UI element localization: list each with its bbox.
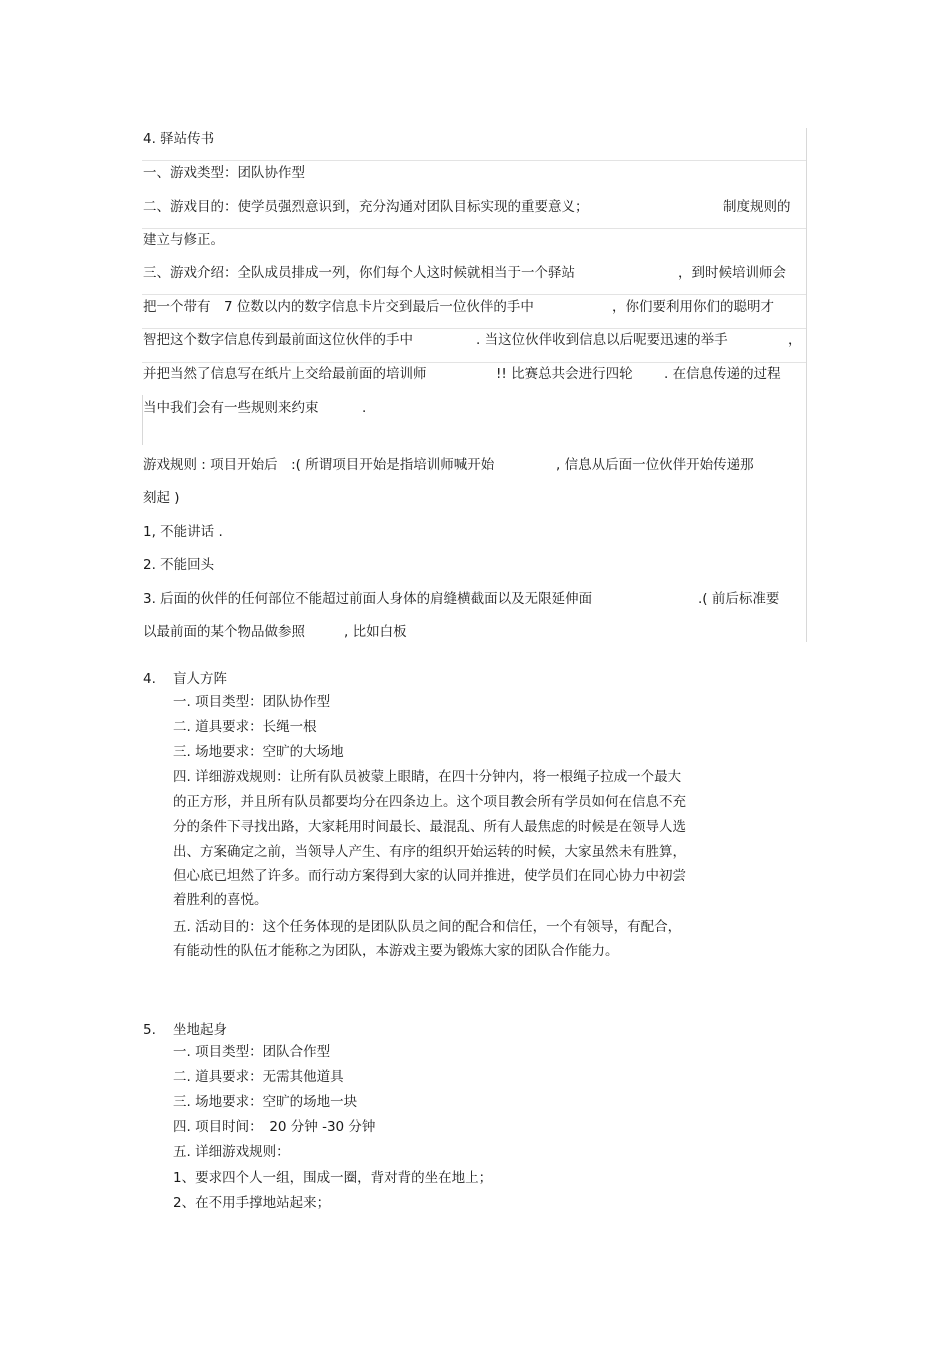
list-item: 五. 详细游戏规则： [173, 1144, 290, 1160]
game-purpose-line-2: 建立与修正。 [143, 232, 224, 248]
table-border-h1 [142, 160, 806, 161]
list-item: 五. 活动目的：这个任务体现的是团队队员之间的配合和信任，一个有领导，有配合， [173, 919, 682, 935]
list-item: 但心底已坦然了许多。而行动方案得到大家的认同并推进，使学员们在同心协力中初尝 [173, 868, 686, 884]
section-title: 4. 驿站传书 [143, 131, 215, 147]
list-item: 一. 项目类型：团队合作型 [173, 1044, 331, 1060]
intro-line-3a: 智把这个数字信息传到最前面这位伙伴的手中 [143, 332, 413, 348]
list-item: 三. 场地要求：空旷的大场地 [173, 744, 344, 760]
section-title: 盲人方阵 [173, 671, 227, 687]
list-item: 二. 道具要求：无需其他道具 [173, 1069, 344, 1085]
table-border-h5 [142, 362, 806, 363]
section-number: 5. [143, 1022, 156, 1038]
intro-line-1b: ，到时候培训师会 [678, 265, 786, 281]
intro-line-3b: . 当这位伙伴收到信息以后呢要迅速的举手 [476, 332, 728, 348]
rule-1: 1, 不能讲话 . [143, 524, 223, 540]
list-item: 三. 场地要求：空旷的场地一块 [173, 1094, 358, 1110]
list-item: 有能动性的队伍才能称之为团队，本游戏主要为锻炼大家的团队合作能力。 [173, 943, 619, 959]
rule-3c-a: 以最前面的某个物品做参照 [143, 624, 305, 640]
list-item: 四. 项目时间： 20 分钟 -30 分钟 [173, 1119, 376, 1135]
game-purpose-line-1a: 二、游戏目的：使学员强烈意识到，充分沟通对团队目标实现的重要意义； [143, 199, 589, 215]
list-item: 一. 项目类型：团队协作型 [173, 694, 331, 710]
rule-2: 2. 不能回头 [143, 557, 215, 573]
intro-line-4b: !! 比赛总共会进行四轮 [496, 366, 633, 382]
section-number: 4. [143, 671, 156, 687]
table-border-h2 [142, 228, 806, 229]
intro-line-5b: . [362, 400, 367, 416]
intro-line-5a: 当中我们会有一些规则来约束 [143, 400, 319, 416]
rule-3a: 3. 后面的伙伴的任何部位不能超过前面人身体的肩缝横截面以及无限延伸面 [143, 591, 593, 607]
list-item: 分的条件下寻找出路，大家耗用时间最长、最混乱、所有人最焦虑的时候是在领导人选 [173, 819, 686, 835]
game-type: 一、游戏类型：团队协作型 [143, 165, 305, 181]
intro-line-2a: 把一个带有 7 位数以内的数字信息卡片交到最后一位伙伴的手中 [143, 299, 534, 315]
rule-3c-b: , 比如白板 [344, 624, 407, 640]
list-item: 的正方形，并且所有队员都要均分在四条边上。这个项目教会所有学员如何在信息不充 [173, 794, 686, 810]
table-border-h4 [142, 328, 806, 329]
list-item: 四. 详细游戏规则：让所有队员被蒙上眼睛，在四十分钟内，将一根绳子拉成一个最大 [173, 769, 682, 785]
list-item: 着胜利的喜悦。 [173, 892, 268, 908]
list-item: 2、在不用手撑地站起来； [173, 1195, 331, 1211]
intro-line-2b: ，你们要利用你们的聪明才 [612, 299, 774, 315]
intro-line-1a: 三、游戏介绍：全队成员排成一列，你们每个人这时候就相当于一个驿站 [143, 265, 575, 281]
game-purpose-line-1b: 制度规则的 [723, 199, 791, 215]
intro-line-3c: ， [788, 332, 802, 348]
table-border-h3 [142, 294, 806, 295]
list-item: 二. 道具要求：长绳一根 [173, 719, 317, 735]
rules-line-2: 刻起 ) [143, 490, 180, 506]
table-border-right [806, 128, 807, 642]
section-title: 坐地起身 [173, 1022, 227, 1038]
intro-line-4a: 并把当然了信息写在纸片上交给最前面的培训师 [143, 366, 427, 382]
rule-3b: .( 前后标准要 [698, 591, 780, 607]
list-item: 出、方案确定之前，当领导人产生、有序的组织开始运转的时候，大家虽然未有胜算， [173, 844, 686, 860]
rules-line-1b: , 信息从后面一位伙伴开始传递那 [556, 457, 754, 473]
list-item: 1、要求四个人一组，围成一圈，背对背的坐在地上； [173, 1170, 493, 1186]
intro-line-4c: . 在信息传递的过程 [664, 366, 781, 382]
rules-line-1a: 游戏规则 : 项目开始后 :( 所谓项目开始是指培训师喊开始 [143, 457, 495, 473]
